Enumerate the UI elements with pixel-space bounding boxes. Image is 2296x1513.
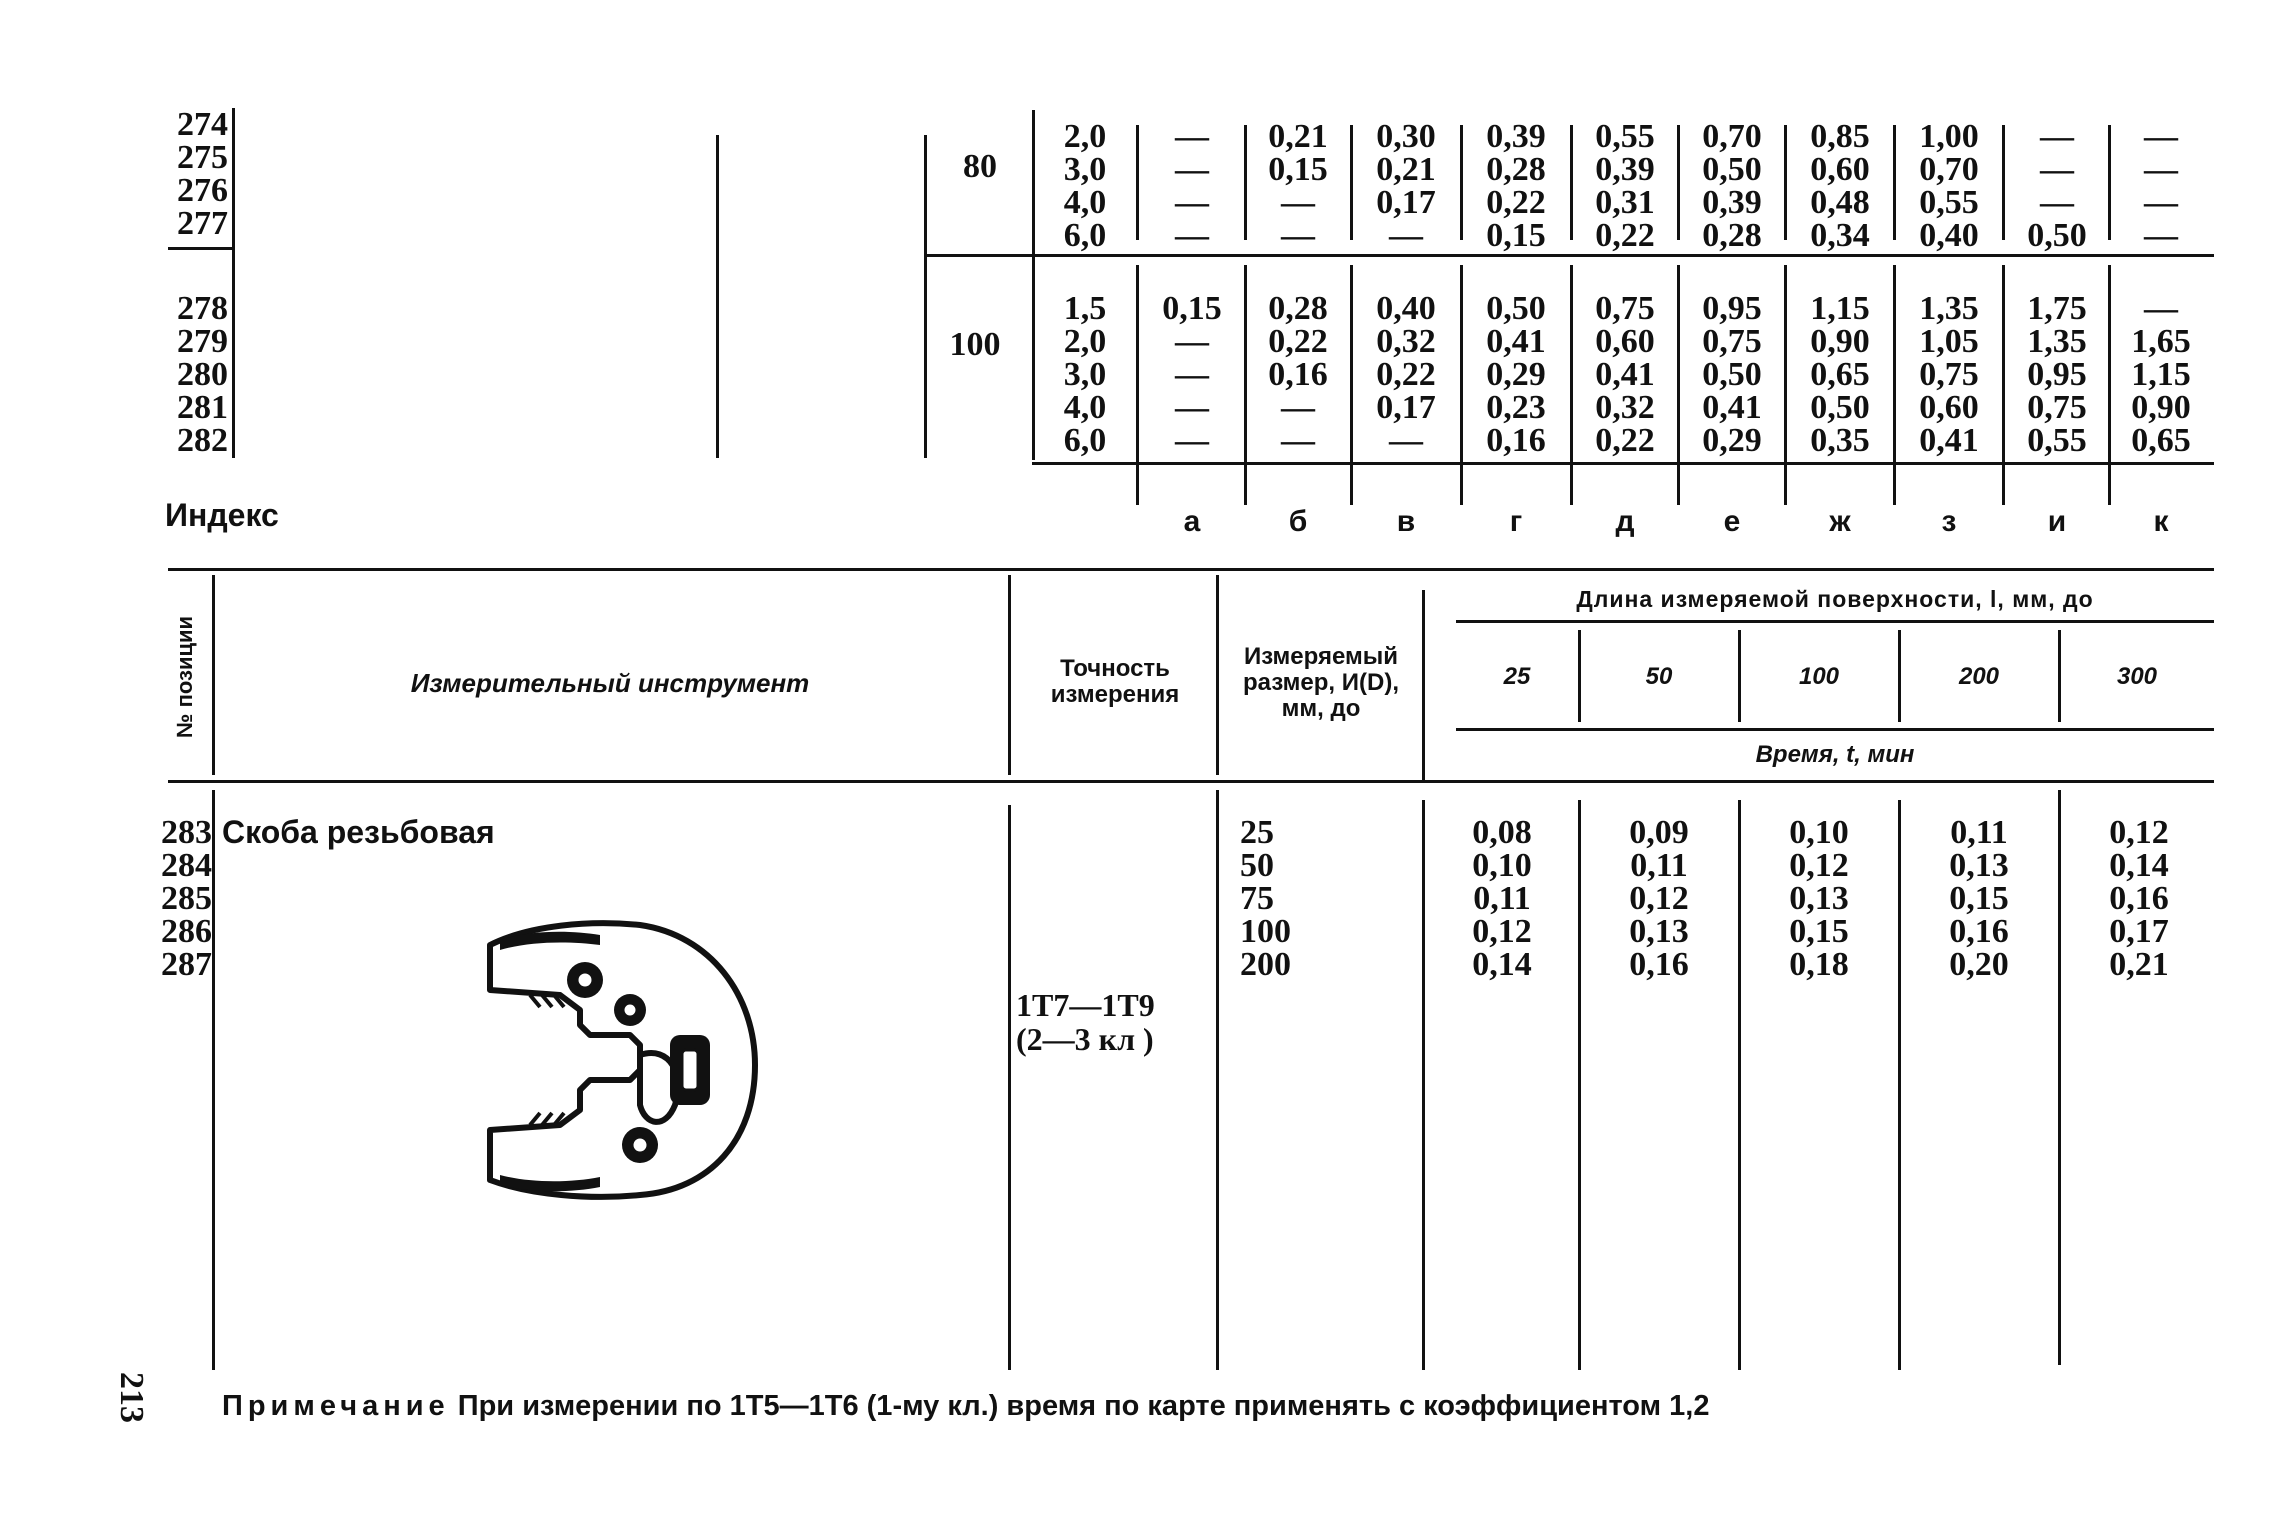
bottom-sizes xyxy=(1240,816,1360,981)
cell: 1,75 xyxy=(2027,290,2087,327)
cell: 0,22 xyxy=(1595,422,1655,459)
cell: — xyxy=(1175,323,1209,360)
time-cell: 0,11 xyxy=(1630,847,1688,884)
position-number: 279 xyxy=(177,323,228,360)
instrument-name: Скоба резьбовая xyxy=(222,814,495,850)
size-value: 75 xyxy=(1240,880,1274,917)
cell: — xyxy=(2144,118,2178,155)
cell: 1,35 xyxy=(2027,323,2087,360)
cell: 0,55 xyxy=(1919,184,1979,221)
index-letter: и xyxy=(2047,505,2067,538)
cell: 1,15 xyxy=(1810,290,1870,327)
time-col-50 xyxy=(1586,816,1732,981)
cell: 0,28 xyxy=(1702,217,1762,254)
time-cell: 0,13 xyxy=(1949,847,2009,884)
time-cell: 0,11 xyxy=(1950,814,2008,851)
footnote-label: Примечание xyxy=(222,1390,450,1422)
time-cell: 0,12 xyxy=(1629,880,1689,917)
header-accuracy: Точность измерения xyxy=(1050,655,1180,708)
cell: — xyxy=(1281,422,1315,459)
position-number: 281 xyxy=(177,389,228,426)
time-cell: 0,16 xyxy=(1949,913,2009,950)
cell: — xyxy=(2144,217,2178,254)
cell: — xyxy=(2144,290,2178,327)
header-time: Время, t, мин xyxy=(1755,741,1915,768)
cell: 6,0 xyxy=(1063,217,1107,254)
time-cell: 0,14 xyxy=(1472,946,1532,983)
cell: 0,15 xyxy=(1268,151,1328,188)
cell: 0,41 xyxy=(1702,389,1762,426)
cell: 0,29 xyxy=(1702,422,1762,459)
cell: — xyxy=(2040,151,2074,188)
cell: 0,60 xyxy=(1810,151,1870,188)
accuracy-line-2: (2—3 кл ) xyxy=(1016,1021,1154,1057)
cell: 0,90 xyxy=(2131,389,2191,426)
cell: — xyxy=(2144,151,2178,188)
cell: — xyxy=(1175,151,1209,188)
cell: 0,55 xyxy=(2027,422,2087,459)
positions-100 xyxy=(168,292,228,457)
cell: 0,22 xyxy=(1268,323,1328,360)
cell: 0,75 xyxy=(1919,356,1979,393)
time-cell: 0,11 xyxy=(1473,880,1531,917)
thread-caliper-illustration xyxy=(470,915,770,1205)
index-letter: в xyxy=(1396,505,1416,538)
cell: 0,15 xyxy=(1162,290,1222,327)
cell: 1,05 xyxy=(1919,323,1979,360)
time-cell: 0,13 xyxy=(1789,880,1849,917)
cell: — xyxy=(2040,118,2074,155)
time-cell: 0,15 xyxy=(1949,880,2009,917)
cell: 0,23 xyxy=(1486,389,1546,426)
cell: 0,40 xyxy=(1376,290,1436,327)
bottom-positions xyxy=(150,816,212,981)
cell: — xyxy=(1175,217,1209,254)
cell: 0,39 xyxy=(1595,151,1655,188)
cell: — xyxy=(1175,356,1209,393)
position-number: 283 xyxy=(161,814,212,851)
cell: 0,90 xyxy=(1810,323,1870,360)
cell: 0,21 xyxy=(1268,118,1328,155)
time-cell: 0,12 xyxy=(2109,814,2169,851)
index-label: Индекс xyxy=(165,497,279,533)
cell: 1,00 xyxy=(1919,118,1979,155)
time-cell: 0,12 xyxy=(1472,913,1532,950)
size-100: 100 xyxy=(949,326,1001,363)
time-cell: 0,17 xyxy=(2109,913,2169,950)
cell: 0,75 xyxy=(1595,290,1655,327)
cell: 0,31 xyxy=(1595,184,1655,221)
time-cell: 0,16 xyxy=(2109,880,2169,917)
header-length-100: 100 xyxy=(1798,663,1840,690)
cell: 0,70 xyxy=(1702,118,1762,155)
cell: — xyxy=(2144,184,2178,221)
position-number: 287 xyxy=(161,946,212,983)
index-letter: а xyxy=(1183,505,1201,538)
cell: 0,22 xyxy=(1486,184,1546,221)
cell: 0,50 xyxy=(1810,389,1870,426)
cell: 2,0 xyxy=(1063,118,1107,155)
cell: 0,32 xyxy=(1595,389,1655,426)
cell: 0,16 xyxy=(1268,356,1328,393)
cell: 0,39 xyxy=(1486,118,1546,155)
cell: 0,65 xyxy=(2131,422,2191,459)
cell: 0,50 xyxy=(1702,151,1762,188)
cell: 0,29 xyxy=(1486,356,1546,393)
time-cell: 0,08 xyxy=(1472,814,1532,851)
time-col-100 xyxy=(1746,816,1892,981)
cell: 0,95 xyxy=(1702,290,1762,327)
cell: 0,41 xyxy=(1486,323,1546,360)
cell: 4,0 xyxy=(1063,389,1107,426)
position-number: 276 xyxy=(177,172,228,209)
cell: 0,17 xyxy=(1376,184,1436,221)
index-letter: г xyxy=(1509,505,1523,538)
cell: 3,0 xyxy=(1063,356,1107,393)
cell: 0,75 xyxy=(1702,323,1762,360)
time-cell: 0,13 xyxy=(1629,913,1689,950)
index-letter: з xyxy=(1941,505,1957,538)
index-letter: ж xyxy=(1829,505,1851,538)
time-cell: 0,18 xyxy=(1789,946,1849,983)
accuracy-value xyxy=(1016,988,1155,1056)
cell: 0,41 xyxy=(1595,356,1655,393)
cell: 0,17 xyxy=(1376,389,1436,426)
header-length-300: 300 xyxy=(2116,663,2158,690)
header-size: Измеряемый размер, И(D), мм, до xyxy=(1243,643,1399,722)
cell: 0,48 xyxy=(1810,184,1870,221)
position-number: 277 xyxy=(177,205,228,242)
time-cell: 0,21 xyxy=(2109,946,2169,983)
cell: 1,65 xyxy=(2131,323,2191,360)
cell: 0,28 xyxy=(1268,290,1328,327)
time-cell: 0,10 xyxy=(1472,847,1532,884)
index-letter: д xyxy=(1615,505,1635,538)
position-number: 285 xyxy=(161,880,212,917)
cell: 0,22 xyxy=(1595,217,1655,254)
position-number: 280 xyxy=(177,356,228,393)
time-cell: 0,14 xyxy=(2109,847,2169,884)
cell: 0,41 xyxy=(1919,422,1979,459)
position-number: 278 xyxy=(177,290,228,327)
header-length-25: 25 xyxy=(1503,663,1531,690)
cell: 0,60 xyxy=(1595,323,1655,360)
cell: 3,0 xyxy=(1063,151,1107,188)
header-length-200: 200 xyxy=(1958,663,2000,690)
cell: — xyxy=(1175,118,1209,155)
cell: 0,75 xyxy=(2027,389,2087,426)
size-value: 200 xyxy=(1240,946,1291,983)
header-length: Длина измеряемой поверхности, l, мм, до xyxy=(1576,586,2094,612)
cell: 1,35 xyxy=(1919,290,1979,327)
header-length-50: 50 xyxy=(1645,663,1673,690)
cell: 1,15 xyxy=(2131,356,2191,393)
cell: — xyxy=(1175,389,1209,426)
index-letter: е xyxy=(1723,505,1741,538)
cell: 0,60 xyxy=(1919,389,1979,426)
position-number: 275 xyxy=(177,139,228,176)
cell: 0,50 xyxy=(1486,290,1546,327)
size-80: 80 xyxy=(963,148,997,185)
cell: — xyxy=(1389,422,1423,459)
cell: 1,5 xyxy=(1063,290,1107,327)
cell: — xyxy=(1281,217,1315,254)
time-cell: 0,16 xyxy=(1629,946,1689,983)
cell: 0,28 xyxy=(1486,151,1546,188)
time-col-25 xyxy=(1432,816,1572,981)
time-col-300 xyxy=(2066,816,2212,981)
time-cell: 0,10 xyxy=(1789,814,1849,851)
cell: 0,35 xyxy=(1810,422,1870,459)
cell: 0,34 xyxy=(1810,217,1870,254)
cell: 0,50 xyxy=(2027,217,2087,254)
cell: 0,55 xyxy=(1595,118,1655,155)
cell: 2,0 xyxy=(1063,323,1107,360)
time-col-200 xyxy=(1906,816,2052,981)
footnote-text: При измерении по 1Т5—1Т6 (1-му кл.) время по карте применять с коэффициентом 1,2 xyxy=(457,1390,1710,1422)
cell: — xyxy=(1281,389,1315,426)
positions-80 xyxy=(168,108,228,240)
time-cell: 0,20 xyxy=(1949,946,2009,983)
size-value: 25 xyxy=(1240,814,1274,851)
cell: 0,70 xyxy=(1919,151,1979,188)
cell: 0,16 xyxy=(1486,422,1546,459)
index-letter: к xyxy=(2153,505,2169,538)
position-number: 284 xyxy=(161,847,212,884)
cell: — xyxy=(1389,217,1423,254)
size-value: 50 xyxy=(1240,847,1274,884)
cell: 0,15 xyxy=(1486,217,1546,254)
time-cell: 0,09 xyxy=(1629,814,1689,851)
footnote xyxy=(222,1390,1709,1423)
cell: — xyxy=(1175,422,1209,459)
cell: 0,95 xyxy=(2027,356,2087,393)
cell: 0,30 xyxy=(1376,118,1436,155)
page-number: 213 xyxy=(113,1372,150,1423)
cell: 0,65 xyxy=(1810,356,1870,393)
cell: 0,32 xyxy=(1376,323,1436,360)
position-number: 286 xyxy=(161,913,212,950)
cell: — xyxy=(2040,184,2074,221)
cell: 0,40 xyxy=(1919,217,1979,254)
cell: — xyxy=(1175,184,1209,221)
cell: — xyxy=(1281,184,1315,221)
cell: 4,0 xyxy=(1063,184,1107,221)
position-number: 274 xyxy=(177,106,228,143)
time-cell: 0,12 xyxy=(1789,847,1849,884)
size-value: 100 xyxy=(1240,913,1291,950)
cell: 0,50 xyxy=(1702,356,1762,393)
cell: 0,39 xyxy=(1702,184,1762,221)
accuracy-line-1: 1Т7—1Т9 xyxy=(1016,987,1155,1023)
header-instrument: Измерительный инструмент xyxy=(410,668,810,698)
cell: 0,21 xyxy=(1376,151,1436,188)
cell: 0,85 xyxy=(1810,118,1870,155)
cell: 6,0 xyxy=(1063,422,1107,459)
cell: 0,22 xyxy=(1376,356,1436,393)
time-cell: 0,15 xyxy=(1789,913,1849,950)
header-position: № позиции xyxy=(172,615,197,739)
index-letter: б xyxy=(1288,505,1308,538)
position-number: 282 xyxy=(177,422,228,459)
